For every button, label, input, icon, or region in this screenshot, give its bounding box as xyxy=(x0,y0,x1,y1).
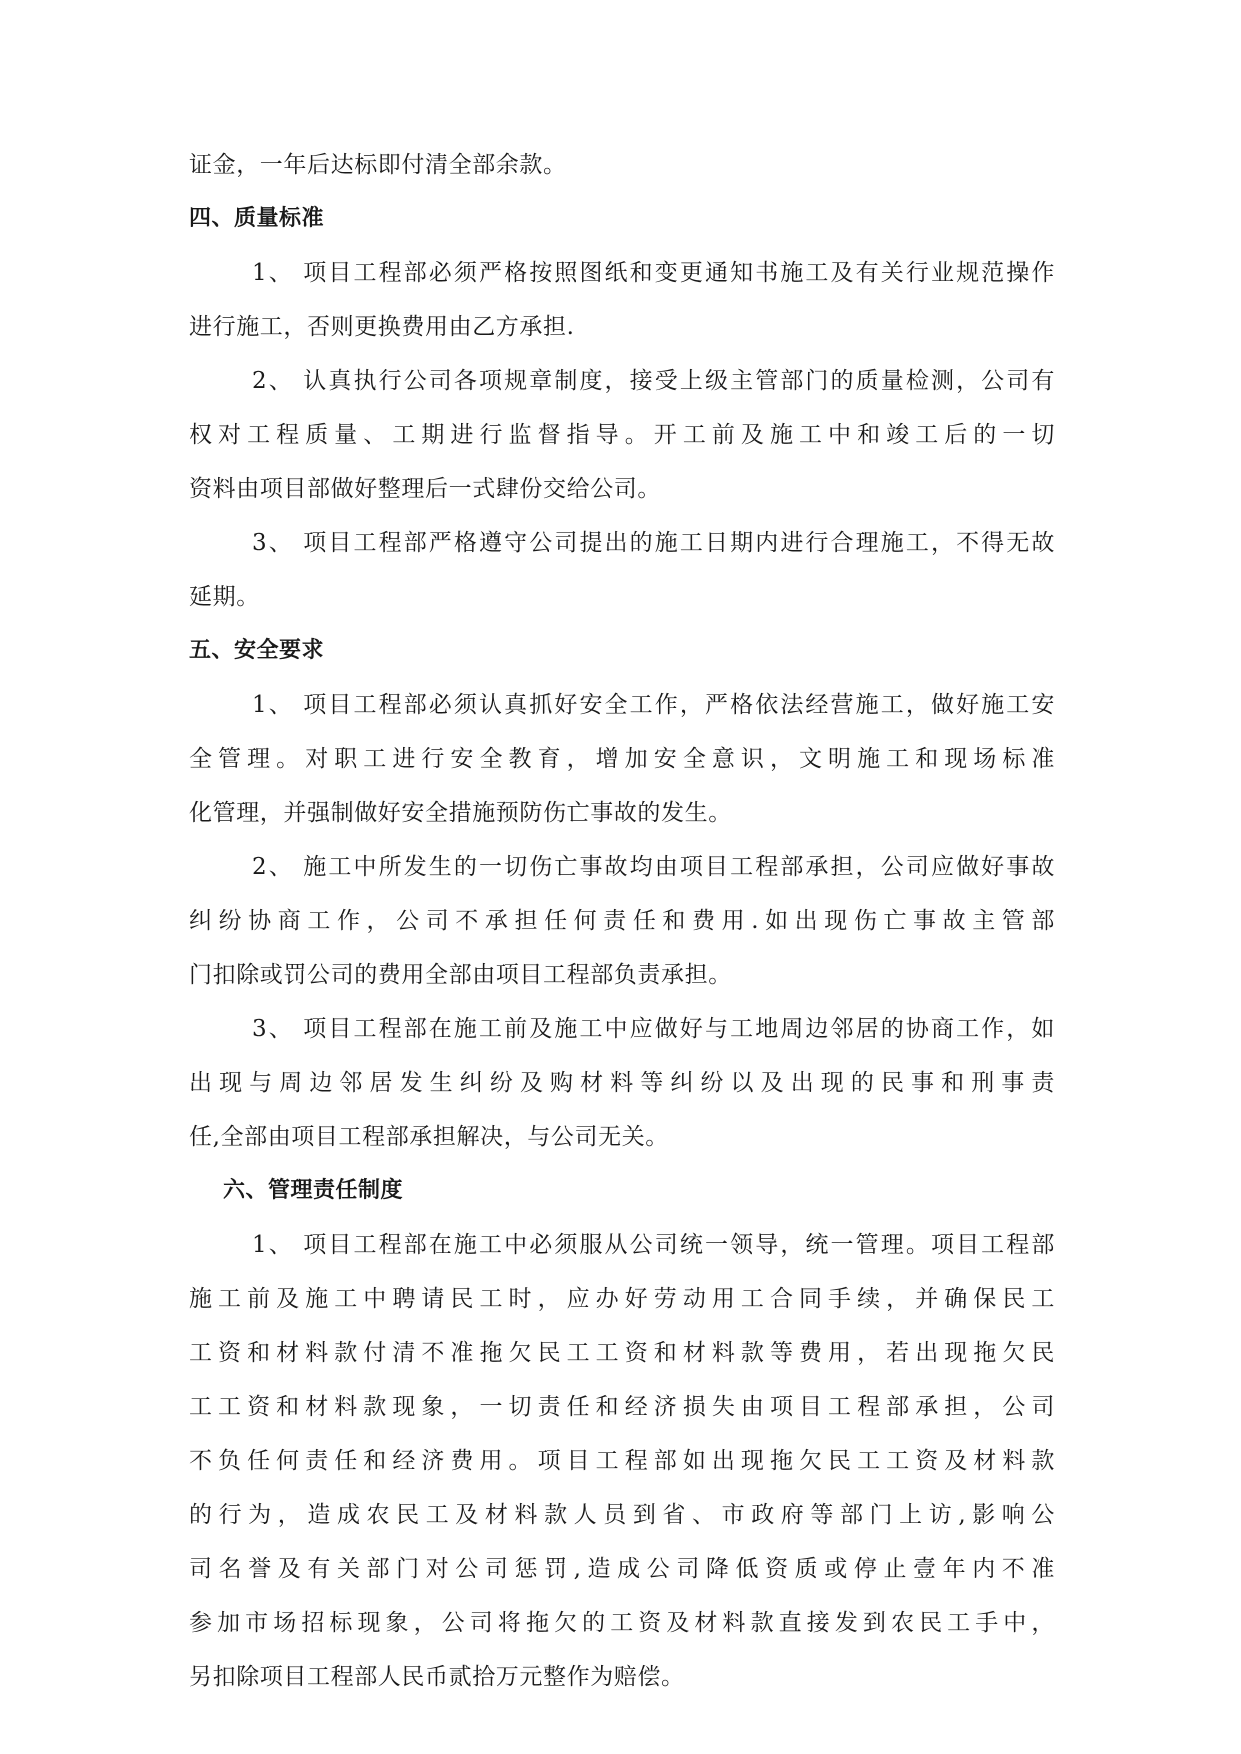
paragraph-line: 1、 项目工程部在施工中必须服从公司统一领导，统一管理。项目工程部 xyxy=(252,1232,1055,1258)
section-heading: 五、安全要求 xyxy=(189,638,325,663)
section-heading: 六、管理责任制度 xyxy=(223,1178,404,1203)
paragraph-line: 全管理。对职工进行安全教育，增加安全意识，文明施工和现场标准 xyxy=(189,746,1055,772)
paragraph-line: 工工资和材料款现象，一切责任和经济损失由项目工程部承担，公司 xyxy=(189,1394,1055,1420)
section-heading: 四、质量标准 xyxy=(189,206,325,231)
paragraph-line: 另扣除项目工程部人民币贰拾万元整作为赔偿。 xyxy=(189,1664,685,1690)
paragraph-line: 资料由项目部做好整理后一式肆份交给公司。 xyxy=(189,476,661,502)
paragraph-line: 1、 项目工程部必须认真抓好安全工作，严格依法经营施工，做好施工安 xyxy=(252,692,1055,718)
paragraph-line: 不负任何责任和经济费用。项目工程部如出现拖欠民工工资及材料款 xyxy=(189,1448,1055,1474)
paragraph-line: 2、 施工中所发生的一切伤亡事故均由项目工程部承担，公司应做好事故 xyxy=(252,854,1055,880)
paragraph-line: 进行施工，否则更换费用由乙方承担. xyxy=(189,314,575,340)
paragraph-line: 工资和材料款付清不准拖欠民工工资和材料款等费用，若出现拖欠民 xyxy=(189,1340,1055,1366)
paragraph-line: 1、 项目工程部必须严格按照图纸和变更通知书施工及有关行业规范操作 xyxy=(252,260,1055,286)
document-page xyxy=(189,150,1055,1716)
paragraph-line: 参加市场招标现象，公司将拖欠的工资及材料款直接发到农民工手中， xyxy=(189,1610,1055,1636)
paragraph-line: 门扣除或罚公司的费用全部由项目工程部负责承担。 xyxy=(189,962,732,988)
paragraph-line: 任,全部由项目工程部承担解决，与公司无关。 xyxy=(189,1124,669,1150)
paragraph-line: 的行为，造成农民工及材料款人员到省、市政府等部门上访,影响公 xyxy=(189,1502,1055,1528)
paragraph-line: 司名誉及有关部门对公司惩罚,造成公司降低资质或停止壹年内不准 xyxy=(189,1556,1055,1582)
paragraph-line: 证金，一年后达标即付清全部余款。 xyxy=(189,152,567,178)
paragraph-line: 3、 项目工程部严格遵守公司提出的施工日期内进行合理施工，不得无故 xyxy=(252,530,1055,556)
paragraph-line: 施工前及施工中聘请民工时，应办好劳动用工合同手续，并确保民工 xyxy=(189,1286,1055,1312)
paragraph-line: 3、 项目工程部在施工前及施工中应做好与工地周边邻居的协商工作，如 xyxy=(252,1016,1055,1042)
paragraph-line: 延期。 xyxy=(189,584,260,610)
paragraph-line: 纠纷协商工作，公司不承担任何责任和费用.如出现伤亡事故主管部 xyxy=(189,908,1055,934)
paragraph-line: 权对工程质量、工期进行监督指导。开工前及施工中和竣工后的一切 xyxy=(189,422,1055,448)
paragraph-line: 化管理，并强制做好安全措施预防伤亡事故的发生。 xyxy=(189,800,732,826)
paragraph-line: 2、 认真执行公司各项规章制度，接受上级主管部门的质量检测，公司有 xyxy=(252,368,1055,394)
paragraph-line: 出现与周边邻居发生纠纷及购材料等纠纷以及出现的民事和刑事责 xyxy=(189,1070,1055,1096)
